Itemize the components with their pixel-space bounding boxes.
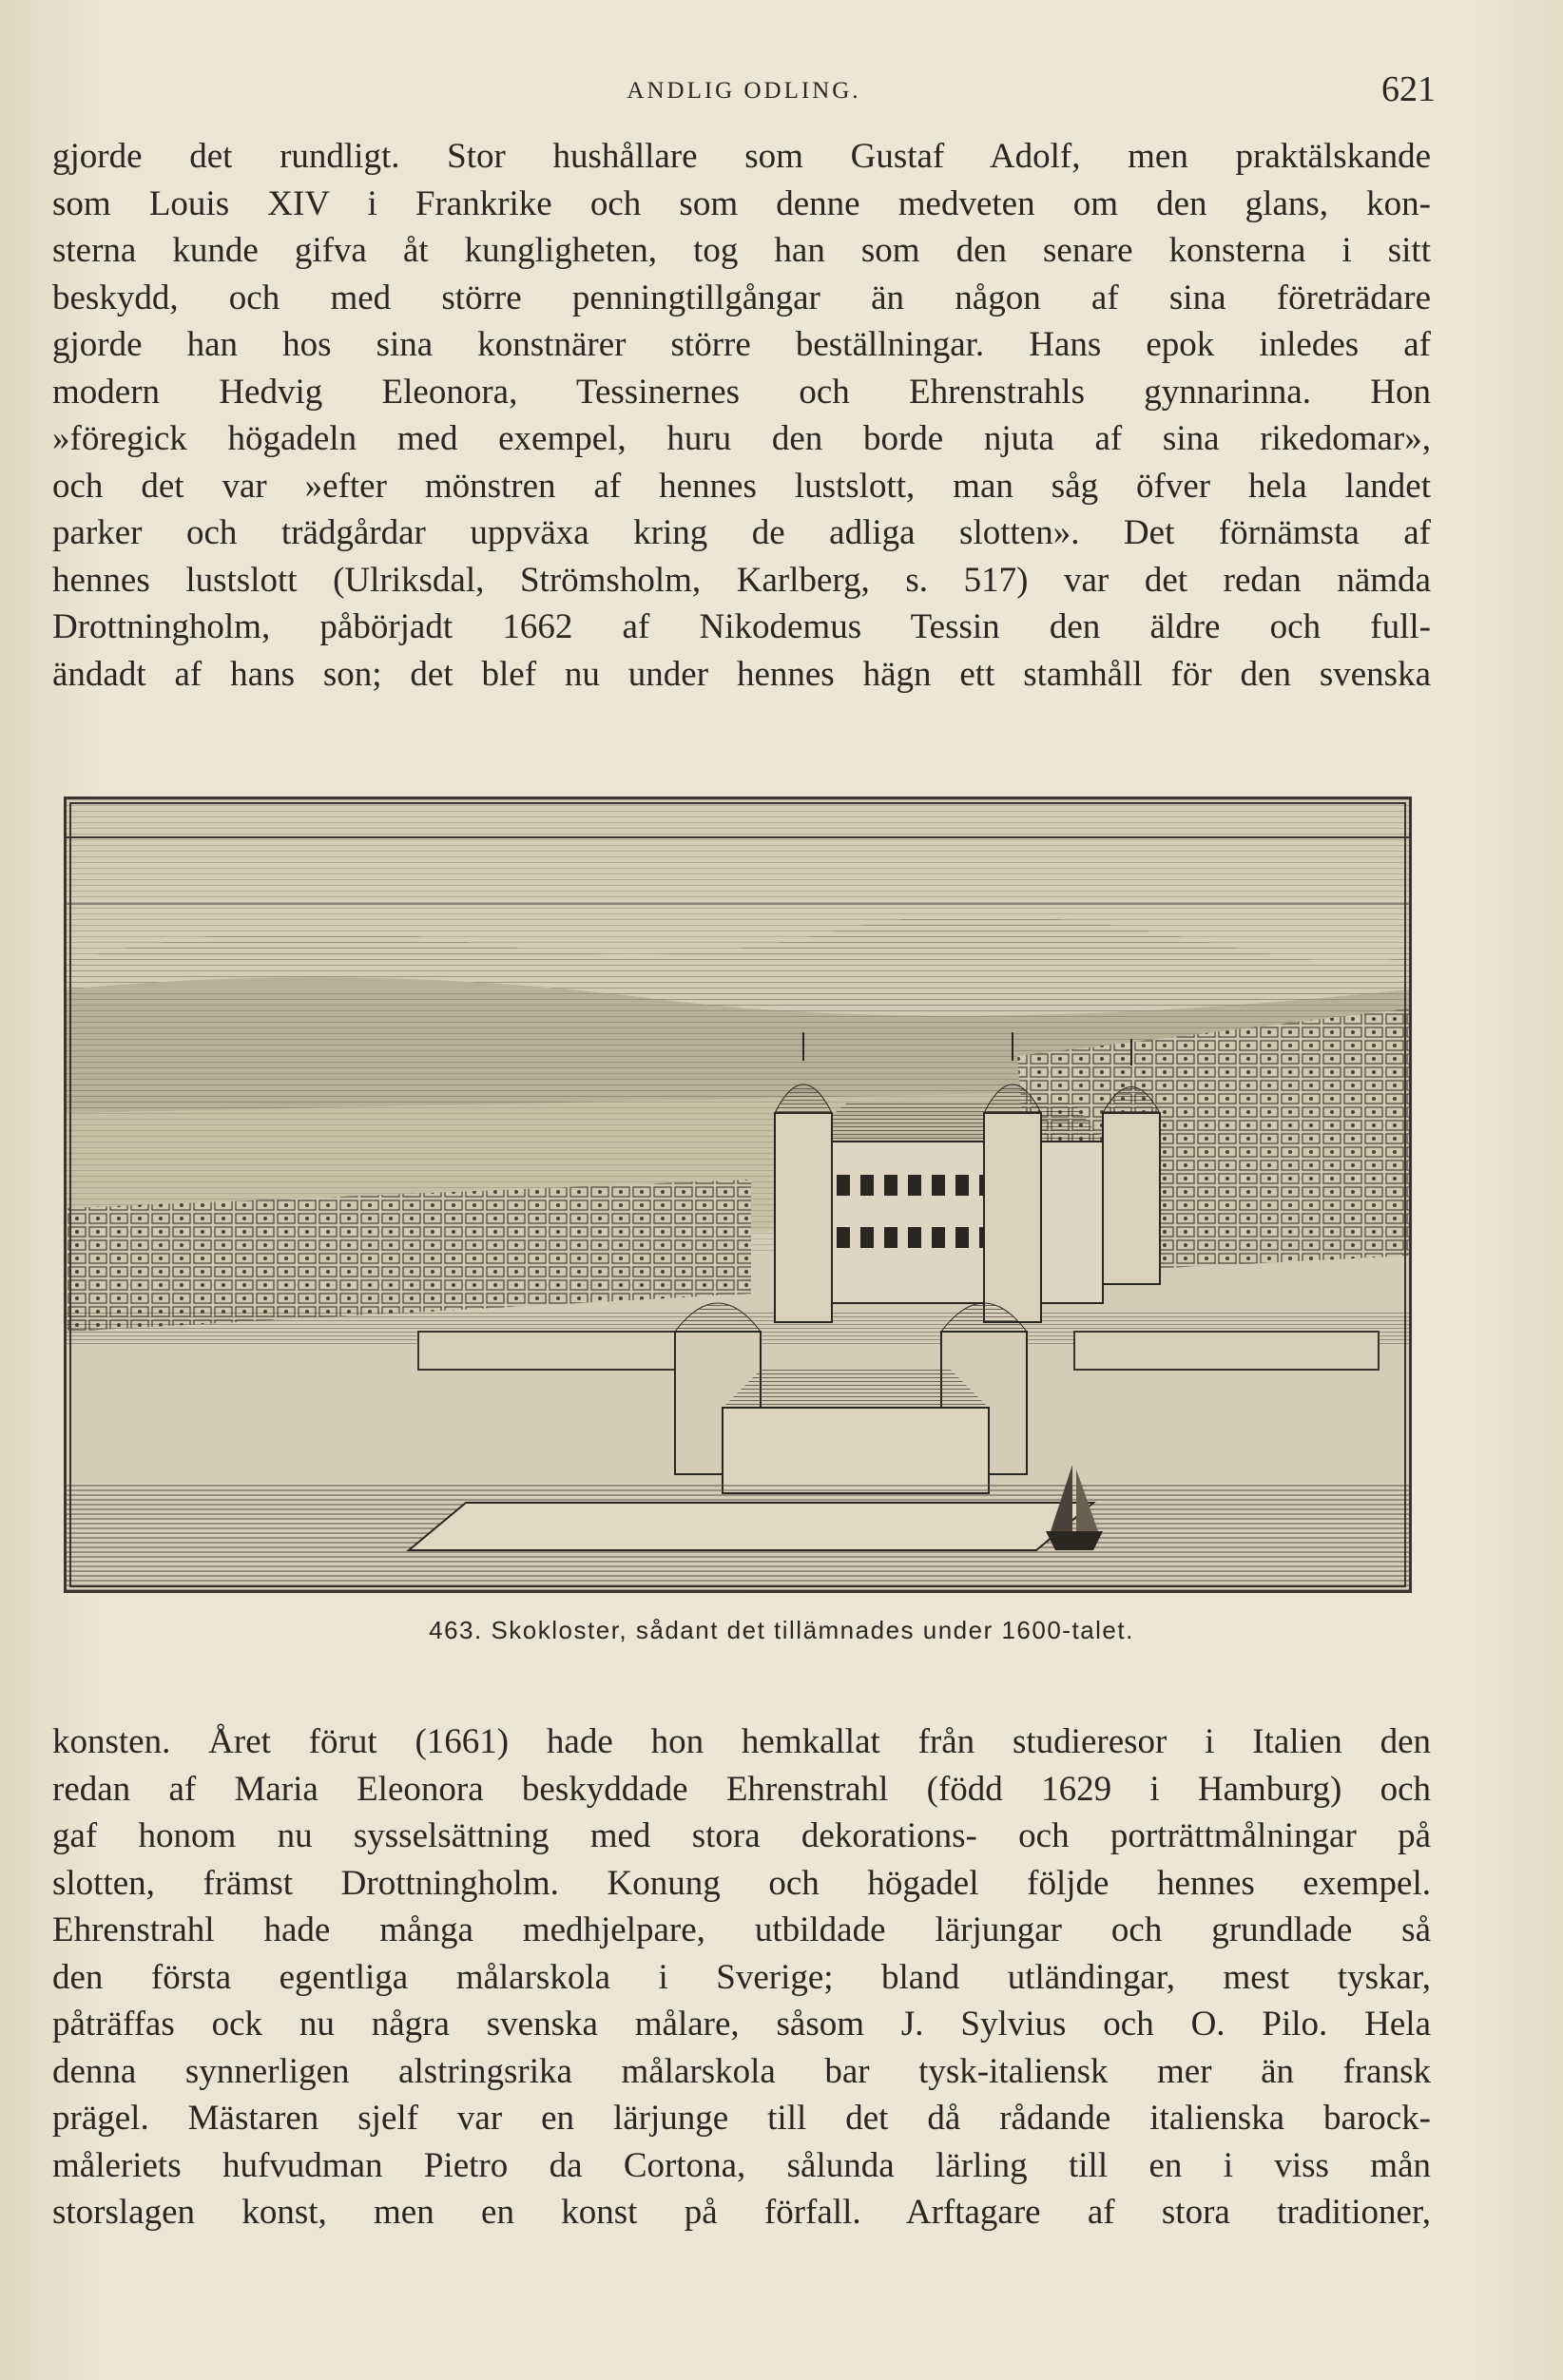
text-line: ändadt af hans son; det blef nu under hennes hägn ett stamhåll för den svenska <box>52 654 1431 694</box>
text-line: gaf honom nu sysselsättning med stora dekorations- och porträttmålningar på <box>52 1816 1431 1855</box>
text-line: parker och trädgårdar uppväxa kring de adliga slotten». Det förnämsta af <box>52 513 1431 552</box>
page-number: 621 <box>1381 69 1436 109</box>
skokloster-engraving <box>67 799 1409 1590</box>
text-line: sterna kunde gifva åt kungligheten, tog han som den senare konsterna i sitt <box>52 231 1431 270</box>
text-line: måleriets hufvudman Pietro da Cortona, sålunda lärling till en i viss mån <box>52 2145 1431 2185</box>
text-line: storslagen konst, men en konst på förfall. Arftagare af stora traditioner, <box>52 2193 1431 2232</box>
body-text-lower <box>52 1718 1431 2236</box>
text-line: slotten, främst Drottningholm. Konung och högadel följde hennes exempel. <box>52 1863 1431 1903</box>
text-line: denna synnerligen alstringsrika målarskola bar tysk-italiensk mer än fransk <box>52 2051 1431 2091</box>
text-line: gjorde det rundligt. Stor hushållare som Gustaf Adolf, men praktälskande <box>52 137 1431 176</box>
text-line: beskydd, och med större penningtillgångar än någon af sina företrädare <box>52 278 1431 317</box>
figure-caption: 463. Skokloster, sådant det tillämnades under 1600-talet. <box>429 1616 1134 1644</box>
text-line: hennes lustslott (Ulriksdal, Strömsholm, Karlberg, s. 517) var det redan nämda <box>52 560 1431 600</box>
text-line: den första egentliga målarskola i Sverige; bland utländingar, mest tyskar, <box>52 1957 1431 1997</box>
body-text-upper <box>52 133 1431 698</box>
text-line: Ehrenstrahl hade många medhjelpare, utbildade lärjungar och grundlade så <box>52 1910 1431 1949</box>
running-head <box>52 68 1436 116</box>
text-line: och det var »efter mönstren af hennes lustslott, man såg öfver hela landet <box>52 466 1431 506</box>
text-line: »föregick högadeln med exempel, huru den borde njuta af sina rikedomar», <box>52 419 1431 458</box>
text-line: gjorde han hos sina konstnärer större beställningar. Hans epok inledes af <box>52 325 1431 364</box>
text-line: redan af Maria Eleonora beskyddade Ehrenstrahl (född 1629 i Hamburg) och <box>52 1769 1431 1809</box>
engraving-illustration <box>64 797 1412 1593</box>
text-line: påträffas ock nu några svenska målare, såsom J. Sylvius och O. Pilo. Hela <box>52 2005 1431 2044</box>
text-line: modern Hedvig Eleonora, Tessinernes och Ehrenstrahls gynnarinna. Hon <box>52 372 1431 412</box>
text-line: som Louis XIV i Frankrike och som denne medveten om den glans, kon- <box>52 183 1431 223</box>
text-line: prägel. Mästaren sjelf var en lärjunge till det då rådande italienska barock- <box>52 2099 1431 2138</box>
text-line: Drottningholm, påbörjadt 1662 af Nikodemus Tessin den äldre och full- <box>52 607 1431 646</box>
running-head-title: ANDLIG ODLING. <box>627 78 861 104</box>
text-line: konsten. Året förut (1661) hade hon hemkallat från studieresor i Italien den <box>52 1722 1431 1761</box>
